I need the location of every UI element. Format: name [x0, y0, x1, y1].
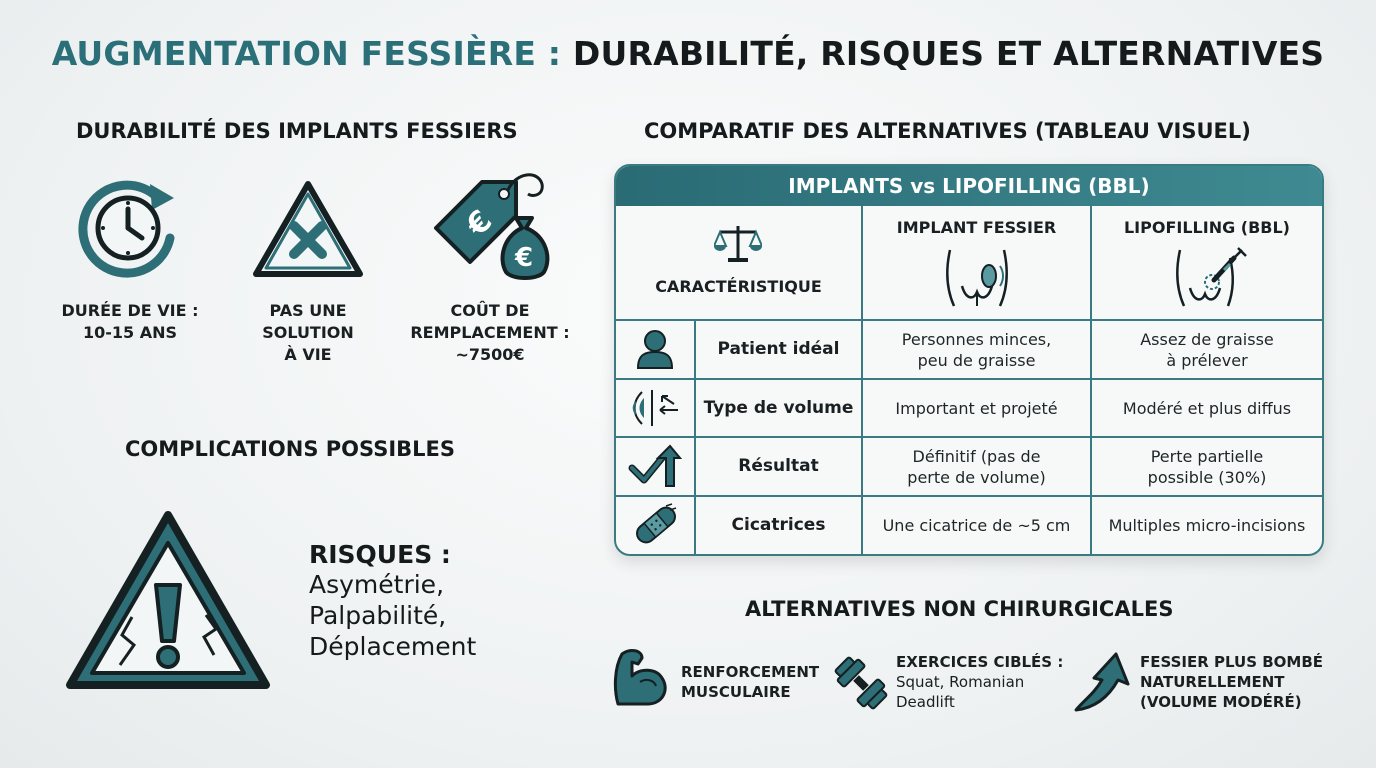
- alternatives-heading: ALTERNATIVES NON CHIRURGICALES: [745, 597, 1174, 621]
- syringe-buttock-icon: [1172, 244, 1248, 310]
- alt-fessier-label: [1140, 652, 1323, 712]
- cell-line: à prélever: [1166, 350, 1248, 370]
- row-label-cicatrices: Cicatrices: [731, 515, 826, 535]
- check-arrow-icon: [628, 444, 684, 488]
- label-line: À VIE: [284, 345, 332, 364]
- balance-scale-icon: [714, 222, 762, 264]
- risk-item: Asymétrie,: [309, 570, 445, 599]
- duree-de-vie-label: [40, 300, 220, 344]
- cell-implant-volume: Important et projeté: [895, 398, 1058, 418]
- row-label-patient: Patient idéal: [717, 339, 840, 359]
- risk-item: Palpabilité,: [309, 601, 447, 630]
- cell-line: peu de graisse: [917, 350, 1036, 370]
- col-header-implant: IMPLANT FESSIER: [896, 218, 1057, 237]
- warning-exclamation-icon: [60, 505, 276, 697]
- dumbbell-icon: [830, 652, 892, 714]
- col-header-caracteristique: CARACTÉRISTIQUE: [655, 277, 822, 296]
- alt-renforcement-label: [681, 662, 819, 702]
- label-line: 10-15 ANS: [82, 323, 178, 342]
- cell-line: possible (30%): [1147, 467, 1267, 487]
- cell-lipo-volume: Modéré et plus diffus: [1122, 398, 1292, 418]
- risques-list: [309, 569, 476, 662]
- cell-line: perte de volume): [907, 467, 1046, 487]
- row-label-volume: Type de volume: [703, 397, 854, 418]
- label-line: ~7500€: [455, 345, 525, 364]
- person-icon: [636, 328, 674, 370]
- svg-text:€: €: [459, 203, 500, 243]
- complications-heading: COMPLICATIONS POSSIBLES: [125, 437, 456, 461]
- bandage-icon: [632, 502, 680, 548]
- cell-implant-patient: [863, 321, 1090, 378]
- cell-line: Personnes minces,: [901, 329, 1052, 349]
- clock-cycle-icon: [72, 176, 184, 280]
- svg-text:€: €: [515, 243, 534, 273]
- durabilite-heading: DURABILITÉ DES IMPLANTS FESSIERS: [76, 119, 518, 143]
- alt-line: Deadlift: [896, 693, 955, 711]
- risk-item: Déplacement: [309, 632, 477, 661]
- alt-line: MUSCULAIRE: [681, 683, 791, 701]
- cell-line: Perte partielle: [1150, 446, 1264, 466]
- alt-line: Squat, Romanian: [896, 673, 1025, 691]
- alt-line: FESSIER PLUS BOMBÉ: [1140, 653, 1324, 671]
- comparatif-heading: COMPARATIF DES ALTERNATIVES (TABLEAU VISUEL): [644, 119, 1251, 143]
- alt-line: NATURELLEMENT: [1140, 673, 1285, 691]
- euro-tag-money-icon: [430, 166, 560, 286]
- label-line: COÛT DE: [450, 301, 530, 320]
- pas-une-solution-label: [218, 300, 398, 366]
- cout-remplacement-label: [400, 300, 580, 366]
- label-line: SOLUTION: [262, 323, 354, 342]
- alt-line: RENFORCEMENT: [681, 663, 820, 681]
- cell-lipo-cicatrices: Multiples micro-incisions: [1108, 516, 1306, 535]
- title-part1: AUGMENTATION FESSIÈRE :: [51, 34, 562, 73]
- table-title: IMPLANTS vs LIPOFILLING (BBL): [616, 166, 1322, 206]
- buttock-implant-icon: [942, 248, 1012, 310]
- label-line: DURÉE DE VIE :: [61, 301, 199, 320]
- cell-implant-cicatrices: Une cicatrice de ~5 cm: [882, 516, 1071, 535]
- warning-cross-icon: [248, 176, 368, 280]
- alt-exercices-label: [896, 652, 1063, 712]
- comparison-table: [614, 164, 1324, 556]
- curved-arrow-up-icon: [1072, 650, 1134, 714]
- col-header-lipofilling: LIPOFILLING (BBL): [1123, 218, 1290, 237]
- flexed-arm-icon: [612, 646, 674, 708]
- label-line: REMPLACEMENT :: [410, 323, 570, 342]
- title-part2: DURABILITÉ, RISQUES ET ALTERNATIVES: [561, 34, 1325, 73]
- cell-line: Définitif (pas de: [912, 446, 1041, 466]
- volume-compare-icon: [630, 388, 682, 428]
- row-label-resultat: Résultat: [738, 456, 819, 476]
- label-line: PAS UNE: [269, 301, 347, 320]
- alt-line: (VOLUME MODÉRÉ): [1140, 693, 1302, 711]
- page-title: [0, 34, 1376, 73]
- cell-line: Assez de graisse: [1140, 329, 1274, 349]
- cell-lipo-resultat: [1092, 438, 1322, 495]
- cell-lipo-patient: [1092, 321, 1322, 378]
- alt-line: EXERCICES CIBLÉS :: [896, 653, 1064, 671]
- cell-implant-resultat: [863, 438, 1090, 495]
- risques-label: RISQUES :: [309, 540, 451, 569]
